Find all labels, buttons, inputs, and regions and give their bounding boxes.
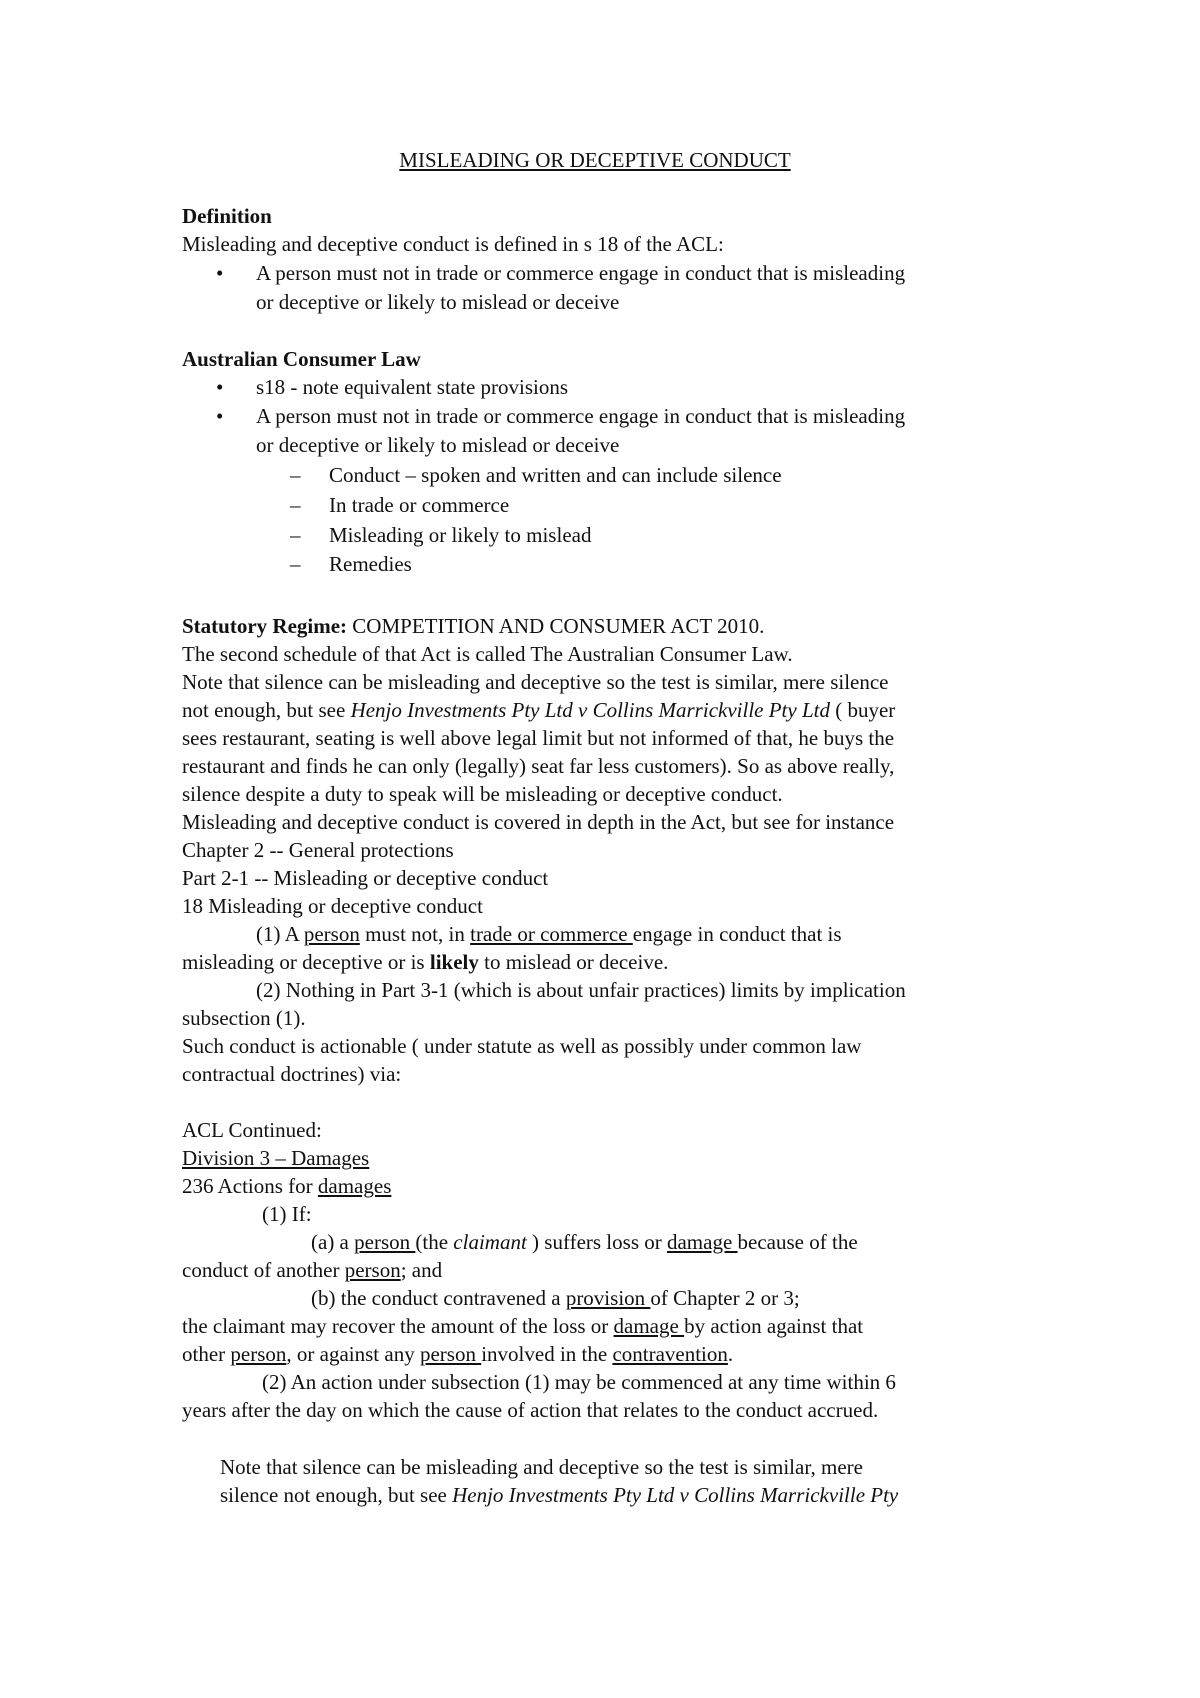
text-span: (1) A [256, 922, 304, 946]
text-line: silence despite a duty to speak will be misleading or deceptive conduct. [182, 782, 783, 806]
acl-bullet-2-line1: A person must not in trade or commerce engage in conduct that is misleading [256, 404, 906, 428]
text-line [182, 696, 895, 724]
defined-term-link[interactable]: trade or commerce [470, 922, 633, 946]
text-span: ) suffers loss or [526, 1230, 667, 1254]
text-span: to mislead or deceive. [478, 950, 669, 974]
text-span: by action against that [684, 1314, 864, 1338]
dash-icon: – [290, 552, 301, 576]
text-span: involved in the [481, 1342, 613, 1366]
acl-heading: Australian Consumer Law [182, 347, 421, 371]
text-line [182, 948, 668, 976]
defined-term-link[interactable]: contravention [612, 1342, 728, 1366]
text-span: ; and [400, 1258, 443, 1282]
acl-subitem: Remedies [329, 552, 412, 576]
bullet-icon: • [216, 375, 224, 399]
text-span: 236 Actions for [182, 1174, 318, 1198]
text-line [182, 1256, 442, 1284]
defined-term-link[interactable]: person [354, 1230, 416, 1254]
text-span: because of the [737, 1230, 858, 1254]
text-line [256, 920, 842, 948]
text-line [182, 1312, 863, 1340]
bullet-icon: • [216, 261, 224, 285]
text-line: ACL Continued: [182, 1118, 322, 1142]
defined-term-link[interactable]: person [344, 1258, 401, 1282]
acl-subitem: Misleading or likely to mislead [329, 523, 592, 547]
acl-bullet-2-line2: or deceptive or likely to mislead or deceive [256, 433, 620, 457]
text-line: Chapter 2 -- General protections [182, 838, 454, 862]
acl-bullet-1: s18 - note equivalent state provisions [256, 375, 569, 399]
defined-term-link[interactable]: person [230, 1342, 287, 1366]
text-line: The second schedule of that Act is called The Australian Consumer Law. [182, 642, 793, 666]
text-span: (a) a [311, 1230, 355, 1254]
text-span: (the [415, 1230, 454, 1254]
text-line [182, 1172, 391, 1200]
text-line: subsection (1). [182, 1006, 306, 1030]
bullet-icon: • [216, 404, 224, 428]
text-line: Note that silence can be misleading and deceptive so the test is similar, mere silence [182, 670, 889, 694]
text-span: silence not enough, but see [220, 1483, 453, 1507]
statutory-act: COMPETITION AND CONSUMER ACT 2010. [347, 614, 765, 638]
text-line: (2) An action under subsection (1) may be commenced at any time within 6 [262, 1370, 896, 1394]
dash-icon: – [290, 463, 301, 487]
text-span: ( buyer [829, 698, 896, 722]
defined-term-link[interactable]: provision [565, 1286, 651, 1310]
statutory-heading: Statutory Regime: [182, 614, 348, 638]
defined-term-link[interactable]: person [303, 922, 360, 946]
text-span: must not, in [359, 922, 471, 946]
text-span: . [727, 1342, 734, 1366]
text-span: engage in conduct that is [632, 922, 842, 946]
text-span: of Chapter 2 or 3; [650, 1286, 800, 1310]
definition-intro: Misleading and deceptive conduct is defined in s 18 of the ACL: [182, 232, 724, 256]
text-span: conduct of another [182, 1258, 345, 1282]
text-line: years after the day on which the cause of action that relates to the conduct accrued. [182, 1398, 879, 1422]
text-span: other [182, 1342, 231, 1366]
defined-term-link[interactable]: damage [666, 1230, 738, 1254]
text-line: (1) If: [262, 1202, 312, 1226]
defined-term-link[interactable]: damage [613, 1314, 685, 1338]
text-line: Such conduct is actionable ( under statute as well as possibly under common law [182, 1034, 862, 1058]
text-line: restaurant and finds he can only (legally) seat far less customers). So as above really, [182, 754, 895, 778]
dash-icon: – [290, 523, 301, 547]
definition-heading: Definition [182, 204, 272, 228]
text-line [182, 1340, 733, 1368]
text-span: not enough, but see [182, 698, 351, 722]
text-line: Misleading and deceptive conduct is covered in depth in the Act, but see for instance [182, 810, 895, 834]
text-line [311, 1228, 858, 1256]
division-heading: Division 3 – Damages [182, 1146, 370, 1170]
statutory-line [182, 612, 764, 640]
text-span: misleading or deceptive or is [182, 950, 430, 974]
case-name: Henjo Investments Pty Ltd v Collins Marrickville Pty [452, 1483, 899, 1507]
defined-term-link[interactable]: person [419, 1342, 482, 1366]
dash-icon: – [290, 493, 301, 517]
text-span: the claimant may recover the amount of the loss or [182, 1314, 614, 1338]
definition-bullet-line2: or deceptive or likely to mislead or deceive [256, 290, 620, 314]
case-name: Henjo Investments Pty Ltd v Collins Marrickville Pty Ltd [350, 698, 830, 722]
text-line: (2) Nothing in Part 3-1 (which is about unfair practices) limits by implication [256, 978, 906, 1002]
acl-subitem: Conduct – spoken and written and can include silence [329, 463, 782, 487]
bold-term: likely [429, 950, 479, 974]
page-title: MISLEADING OR DECEPTIVE CONDUCT [399, 148, 791, 172]
defined-term-link[interactable]: damages [317, 1174, 392, 1198]
text-line [311, 1284, 800, 1312]
text-span: (b) the conduct contravened a [311, 1286, 566, 1310]
text-line: contractual doctrines) via: [182, 1062, 402, 1086]
text-line: 18 Misleading or deceptive conduct [182, 894, 483, 918]
text-line: Part 2-1 -- Misleading or deceptive conduct [182, 866, 549, 890]
definition-bullet-line1: A person must not in trade or commerce engage in conduct that is misleading [256, 261, 906, 285]
note-line [220, 1481, 898, 1509]
italic-term: claimant [453, 1230, 527, 1254]
text-line: sees restaurant, seating is well above legal limit but not informed of that, he buys the [182, 726, 895, 750]
acl-subitem: In trade or commerce [329, 493, 510, 517]
note-line: Note that silence can be misleading and deceptive so the test is similar, mere [220, 1455, 863, 1479]
text-span: , or against any [286, 1342, 420, 1366]
